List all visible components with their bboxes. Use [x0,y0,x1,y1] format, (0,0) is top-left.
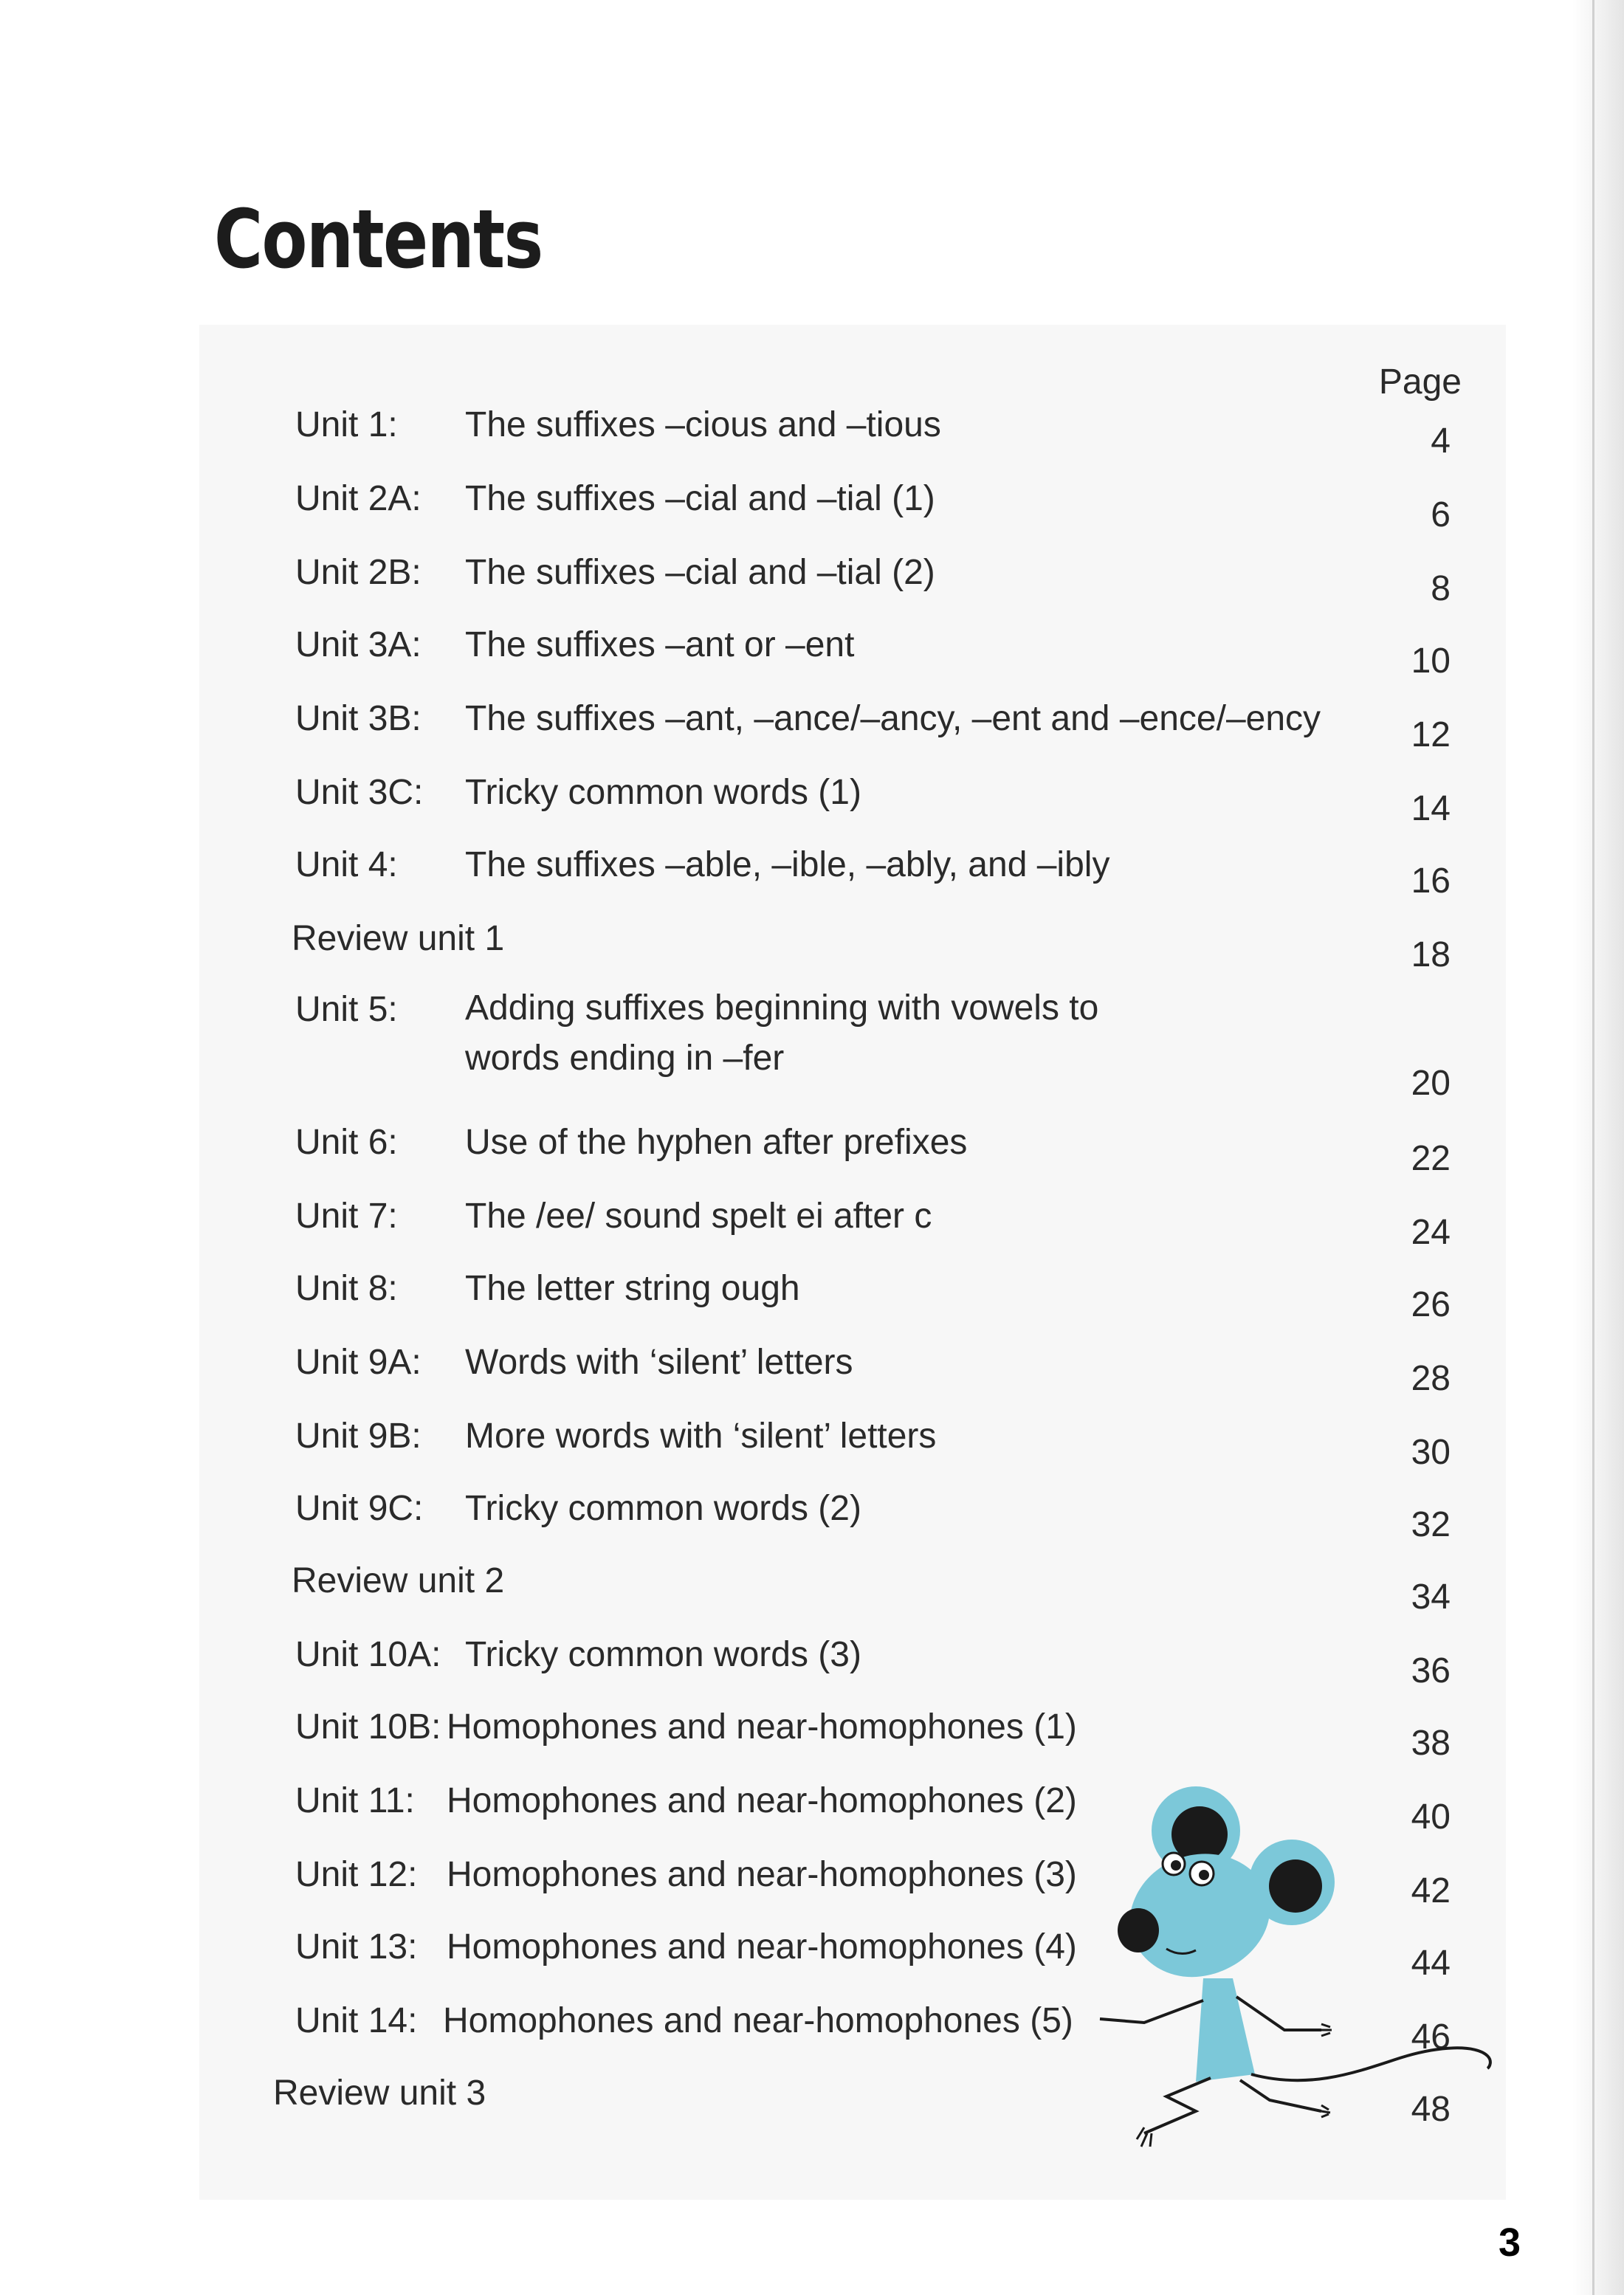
toc-unit-title: The suffixes –ant or –ent [465,625,855,664]
toc-unit-label: Unit 2B: [295,553,422,592]
toc-unit-title: The suffixes –cial and –tial (2) [465,553,935,592]
toc-page-number: 44 [1411,1944,1451,1983]
toc-page-number: 26 [1411,1285,1451,1324]
toc-page-number: 32 [1411,1505,1451,1544]
toc-page-number: 16 [1411,861,1451,901]
page-title: Contents [214,192,543,286]
page-number: 3 [1498,2220,1521,2265]
toc-unit-label: Unit 9A: [295,1343,422,1382]
toc-unit-label: Unit 11: [295,1781,415,1820]
toc-review-label: Review unit 2 [292,1561,505,1600]
toc-unit-title-line-2: words ending in –fer [465,1039,785,1078]
toc-unit-label: Unit 10A: [295,1635,441,1674]
toc-unit-label: Unit 3A: [295,625,422,664]
toc-unit-label: Unit 3B: [295,699,422,738]
toc-unit-label: Unit 2A: [295,479,422,518]
toc-unit-title: Tricky common words (3) [465,1635,861,1674]
toc-page-number: 12 [1411,715,1451,754]
toc-unit-title: More words with ‘silent’ letters [465,1417,937,1456]
toc-unit-title: The suffixes –able, –ible, –ably, and –ibly [465,845,1110,884]
toc-unit-title: The suffixes –cial and –tial (1) [465,479,935,518]
toc-unit-title: The suffixes –cious and –tious [465,405,941,444]
toc-unit-title: Use of the hyphen after prefixes [465,1123,968,1162]
toc-page-number: 46 [1411,2017,1451,2057]
toc-page-number: 22 [1411,1139,1451,1178]
toc-unit-title: Homophones and near-homophones (5) [443,2001,1073,2040]
toc-unit-label: Unit 14: [295,2001,418,2040]
toc-unit-title: Homophones and near-homophones (4) [447,1927,1077,1967]
toc-unit-title: The suffixes –ant, –ance/–ancy, –ent and –ence/–ency [465,699,1321,738]
toc-page-number: 34 [1411,1577,1451,1617]
toc-unit-label: Unit 9C: [295,1489,424,1528]
toc-page-number: 10 [1411,641,1451,681]
toc-unit-label: Unit 7: [295,1197,398,1236]
toc-unit-title: The /ee/ sound spelt ei after c [465,1197,932,1236]
toc-unit-title: Words with ‘silent’ letters [465,1343,853,1382]
toc-page-number: 6 [1431,495,1451,534]
toc-unit-title: Homophones and near-homophones (1) [447,1707,1077,1747]
toc-unit-label: Unit 5: [295,990,398,1029]
toc-page-number: 38 [1411,1724,1451,1763]
toc-unit-label: Unit 8: [295,1269,398,1308]
toc-unit-title: Tricky common words (2) [465,1489,861,1528]
toc-unit-label: Unit 13: [295,1927,418,1967]
page-column-header: Page [1378,362,1462,402]
toc-unit-label: Unit 9B: [295,1417,422,1456]
toc-unit-label: Unit 12: [295,1855,418,1894]
toc-unit-title-line-1: Adding suffixes beginning with vowels to [465,988,1099,1028]
toc-page-number: 36 [1411,1651,1451,1690]
toc-unit-title: Homophones and near-homophones (3) [447,1855,1077,1894]
toc-review-label: Review unit 3 [273,2074,486,2113]
toc-page-number: 48 [1411,2090,1451,2129]
page-edge-line [1592,0,1594,2295]
toc-page-number: 30 [1411,1433,1451,1472]
page-edge-shadow [1572,0,1624,2295]
toc-page-number: 4 [1431,422,1451,461]
toc-unit-title: Tricky common words (1) [465,773,861,812]
toc-unit-label: Unit 3C: [295,773,424,812]
toc-unit-label: Unit 10B: [295,1707,441,1747]
toc-unit-label: Unit 6: [295,1123,398,1162]
toc-review-label: Review unit 1 [292,919,505,958]
toc-unit-title: The letter string ough [465,1269,800,1308]
toc-unit-label: Unit 1: [295,405,398,444]
mouse-icon [1085,1764,1499,2155]
toc-page-number: 24 [1411,1213,1451,1252]
toc-page-number: 14 [1411,789,1451,828]
toc-unit-title [465,983,1098,1084]
toc-page-number: 18 [1411,935,1451,974]
toc-unit-label: Unit 4: [295,845,398,884]
toc-page-number: 40 [1411,1797,1451,1837]
toc-page-number: 8 [1431,569,1451,608]
toc-page-number: 28 [1411,1359,1451,1398]
toc-unit-title: Homophones and near-homophones (2) [447,1781,1077,1820]
toc-page-number: 42 [1411,1871,1451,1910]
toc-page-number: 20 [1411,1064,1451,1103]
